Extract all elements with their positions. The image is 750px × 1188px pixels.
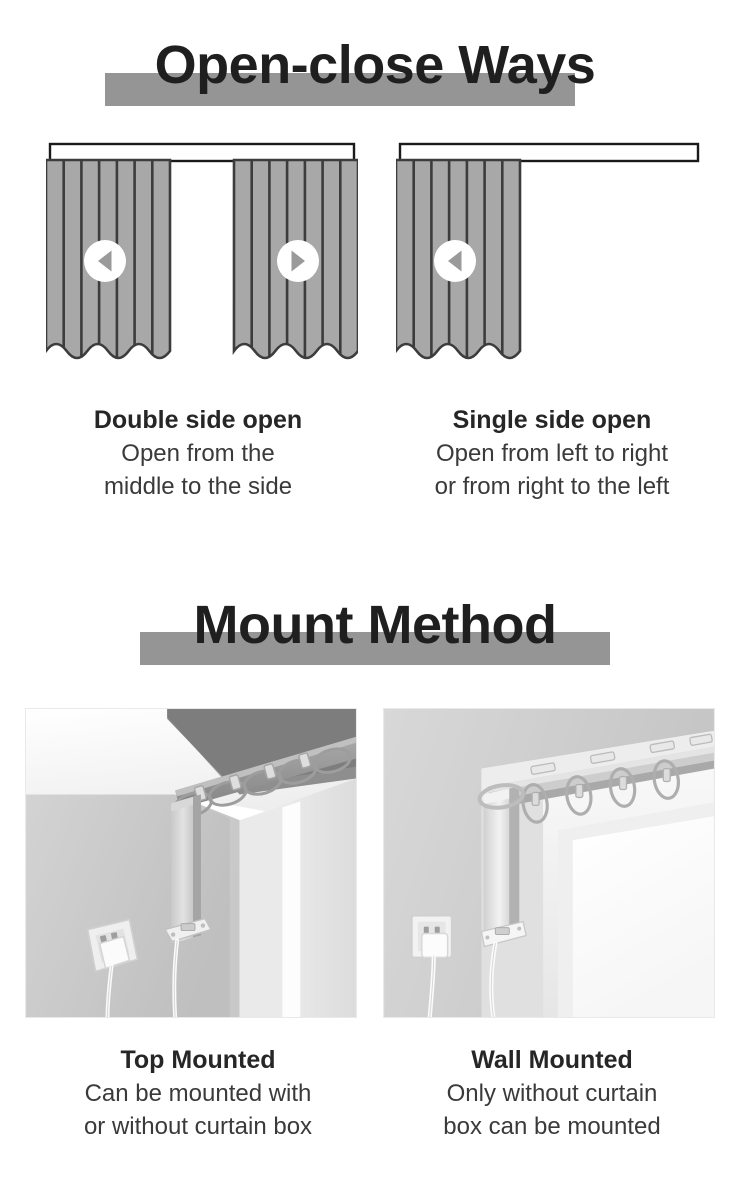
double-side-open-diagram	[46, 136, 358, 386]
power-plug	[422, 934, 448, 958]
wall-mounted-desc-line2: box can be mounted	[443, 1113, 661, 1141]
single-side-open-caption	[376, 404, 728, 503]
top-mounted-desc-line1: Can be mounted with	[84, 1080, 312, 1107]
mount-method-title: Mount Method	[193, 595, 557, 655]
double-side-open-title: Double side open	[93, 406, 303, 434]
wall-mounted-caption	[376, 1044, 728, 1143]
top-mounted-title: Top Mounted	[120, 1046, 276, 1074]
open-close-diagram-row	[0, 136, 750, 386]
single-side-open-diagram	[396, 136, 702, 386]
wall-mounted-title: Wall Mounted	[471, 1046, 633, 1074]
double-side-open-desc-line2: middle to the side	[103, 473, 293, 501]
single-side-open-desc-line2: or from right to the left	[434, 473, 670, 501]
arrow-right-icon[interactable]	[277, 240, 319, 282]
single-side-open-title: Single side open	[452, 406, 652, 434]
curtain-rail	[50, 144, 354, 161]
mount-method-heading	[0, 592, 750, 672]
top-mounted-caption	[22, 1044, 374, 1143]
double-side-open-desc-line1: Open from the	[121, 440, 275, 467]
curtain-rail	[400, 144, 698, 161]
curtain-motor	[478, 782, 526, 947]
top-mounted-desc-line2: or without curtain box	[83, 1113, 313, 1141]
wall-mounted-desc-line1: Only without curtain	[446, 1080, 658, 1107]
single-side-open-desc-line1: Open from left to right	[435, 440, 669, 467]
wall-mounted-photo	[383, 708, 715, 1018]
double-side-open-caption	[22, 404, 374, 503]
open-close-ways-title: Open-close Ways	[154, 35, 596, 95]
arrow-left-icon[interactable]	[84, 240, 126, 282]
top-mounted-photo	[25, 708, 357, 1018]
arrow-left-icon[interactable]	[434, 240, 476, 282]
open-close-ways-heading	[0, 32, 750, 112]
